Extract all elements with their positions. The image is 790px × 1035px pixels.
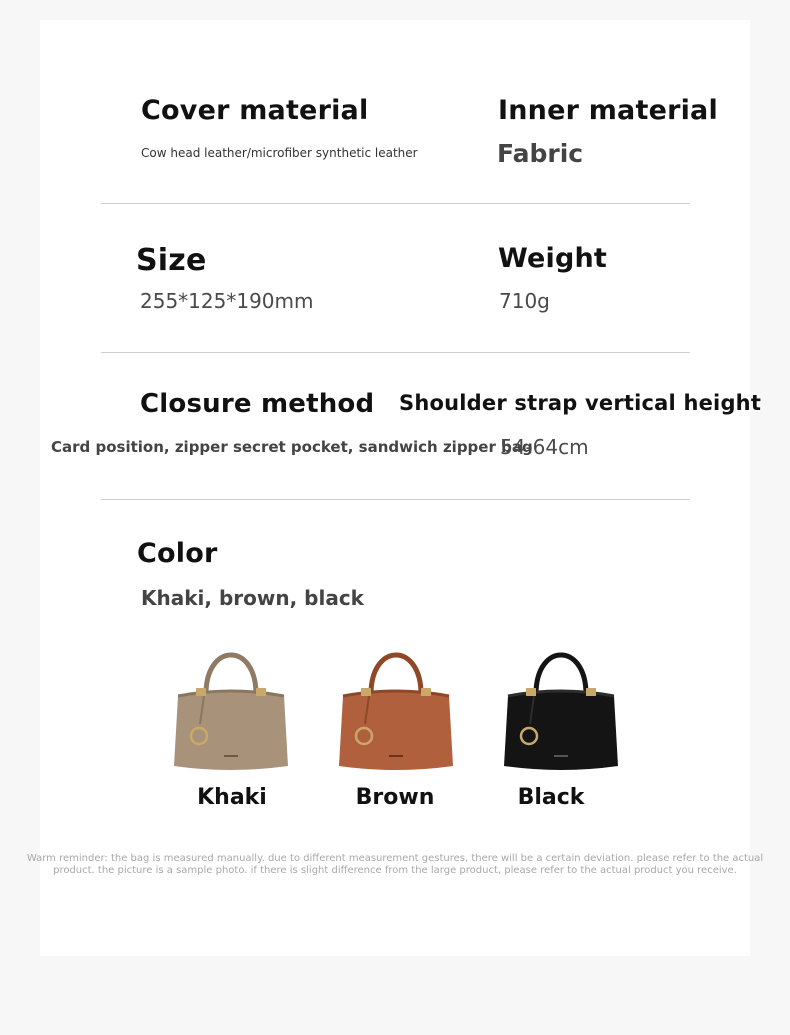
color-value: Khaki, brown, black <box>141 586 364 610</box>
color-label: Color <box>137 538 218 569</box>
closure-method-value: Card position, zipper secret pocket, sandwich zipper bag <box>51 438 533 456</box>
divider <box>101 203 690 204</box>
size-label: Size <box>136 243 207 278</box>
brown-bag-image <box>333 638 459 778</box>
black-bag-image <box>498 638 624 778</box>
cover-material-label: Cover material <box>141 95 369 126</box>
strap-height-label: Shoulder strap vertical height <box>399 391 762 415</box>
bag-name-khaki: Khaki <box>197 785 267 810</box>
cover-material-value: Cow head leather/microfiber synthetic leather <box>141 146 418 160</box>
khaki-bag-image <box>168 638 294 778</box>
spec-card <box>40 20 750 956</box>
warm-reminder-text: Warm reminder: the bag is measured manually. due to different measurement gestures, there will be a certain deviation. please refer to the actual product. the picture is a sample photo. if there is slight difference from the large product, please refer to the actual product you receive. <box>26 853 764 876</box>
weight-value: 710g <box>499 289 550 313</box>
divider <box>101 499 690 500</box>
weight-label: Weight <box>498 243 608 274</box>
inner-material-label: Inner material <box>498 95 718 126</box>
inner-material-value: Fabric <box>497 139 584 168</box>
bag-name-brown: Brown <box>355 785 435 810</box>
bag-name-black: Black <box>517 785 585 810</box>
size-value: 255*125*190mm <box>140 289 314 313</box>
divider <box>101 352 690 353</box>
strap-height-value: 54-64cm <box>500 435 589 459</box>
closure-method-label: Closure method <box>140 389 375 419</box>
